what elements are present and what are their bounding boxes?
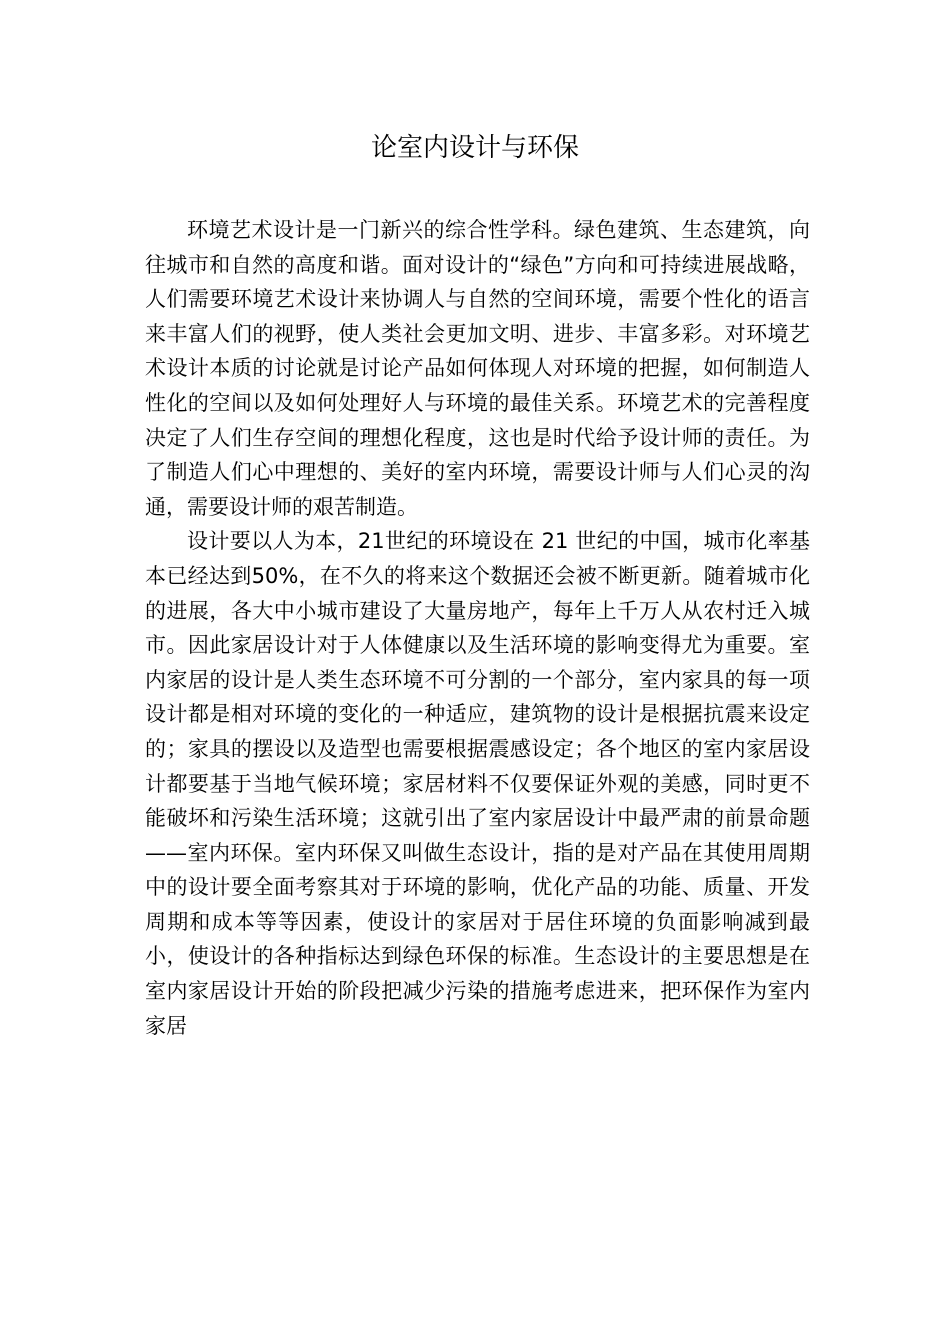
article-body (145, 213, 810, 1043)
paragraph-2: 设计要以人为本，21世纪的环境设在 21 世纪的中国，城市化率基本已经达到50%，在不久的将来这个数据还会被不断更新。随着城市化的进展，各大中小城市建设了大量房地产，每年上千万人从农村迁入城市。因此家居设计对于人体健康以及生活环境的影响变得尤为重要。室内家居的设计是人类生态环境不可分割的一个部分，室内家具的每一项设计都是相对环境的变化的一种适应，建筑物的设计是根据抗震来设定的；家具的摆设以及造型也需要根据震感设定；各个地区的室内家居设计都要基于当地气候环境；家居材料不仅要保证外观的美感，同时更不能破坏和污染生活环境；这就引出了室内家居设计中最严肃的前景命题——室内环保。室内环保又叫做生态设计，指的是对产品在其使用周期中的设计要全面考察其对于环境的影响，优化产品的功能、质量、开发周期和成本等等因素，使设计的家居对于居住环境的负面影响减到最小，使设计的各种指标达到绿色环保的标准。生态设计的主要思想是在室内家居设计开始的阶段把减少污染的措施考虑进来，把环保作为室内家居 (145, 529, 810, 1038)
paragraph-1: 环境艺术设计是一门新兴的综合性学科。绿色建筑、生态建筑，向往城市和自然的高度和谐。面对设计的“绿色”方向和可持续进展战略，人们需要环境艺术设计来协调人与自然的空间环境，需要个性化的语言来丰富人们的视野，使人类社会更加文明、进步、丰富多彩。对环境艺术设计本质的讨论就是讨论产品如何体现人对环境的把握，如何制造人性化的空间以及如何处理好人与环境的最佳关系。环境艺术的完善程度决定了人们生存空间的理想化程度，这也是时代给予设计师的责任。为了制造人们心中理想的、美好的室内环境，需要设计师与人们心灵的沟通，需要设计师的艰苦制造。 (145, 218, 810, 519)
page-title: 论室内设计与环保 (370, 133, 579, 163)
